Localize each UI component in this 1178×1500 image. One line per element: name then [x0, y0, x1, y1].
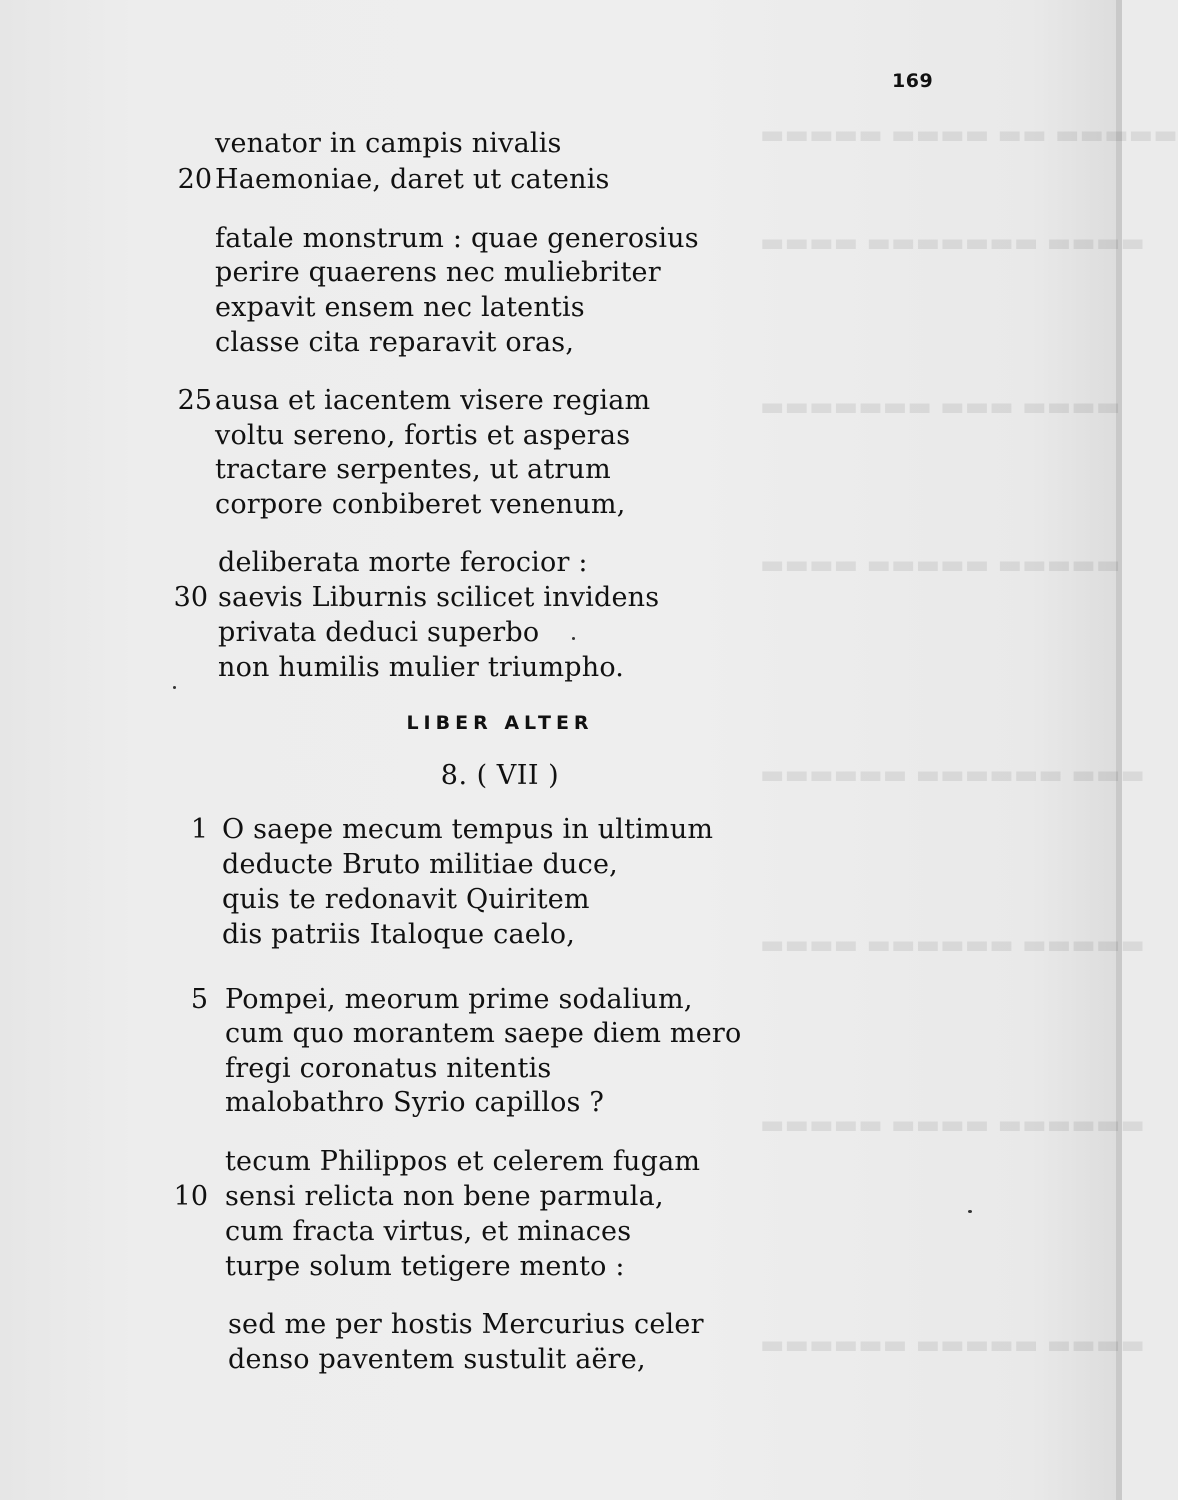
poem-number: 8. ( VII ) [440, 760, 560, 791]
line-number: 20 [177, 164, 212, 195]
line-number: 25 [177, 385, 212, 416]
verse-line: dis patriis Italoque caelo, [222, 919, 576, 950]
verse-line: expavit ensem nec latentis [215, 292, 585, 323]
show-through-text: ▬▬▬▬▬ ▬▬ ▬▬▬▬ ▬▬▬▬▬ [760, 120, 1178, 150]
show-through-text: ▬▬▬▬▬ ▬▬▬▬▬ ▬▬▬▬ [760, 550, 1121, 580]
line-number: 30 [173, 582, 208, 613]
show-through-text: ▬▬▬▬ ▬▬▬ ▬▬▬▬▬▬▬ [760, 392, 1121, 422]
verse-line: quis te redonavit Quiritem [222, 884, 590, 915]
verse-line: privata deduci superbo [218, 617, 540, 648]
verse-line: Haemoniae, daret ut catenis [215, 164, 610, 195]
section-heading: LIBER ALTER [406, 712, 594, 734]
verse-line: ausa et iacentem visere regiam [215, 385, 651, 416]
verse-line: classe cita reparavit oras, [215, 327, 575, 358]
verse-line: cum quo morantem saepe diem mero [225, 1018, 742, 1049]
show-through-text: ▬▬▬▬▬ ▬▬▬▬▬▬ ▬▬▬▬ [760, 930, 1146, 960]
page-edge [1116, 0, 1122, 1500]
verse-line: malobathro Syrio capillos ? [225, 1087, 605, 1118]
verse-line: sensi relicta non bene parmula, [225, 1181, 664, 1212]
verse-line: non humilis mulier triumpho. [218, 652, 625, 683]
scan-speck [968, 1210, 972, 1213]
line-number: 5 [190, 984, 208, 1015]
verse-line: O saepe mecum tempus in ultimum [222, 814, 714, 845]
verse-line: saevis Liburnis scilicet invidens [218, 582, 660, 613]
line-number: 1 [190, 814, 208, 845]
scan-speck [173, 686, 176, 689]
verse-line: turpe solum tetigere mento : [225, 1251, 625, 1282]
verse-line: venator in campis nivalis [215, 128, 562, 159]
verse-line: fatale monstrum : quae generosius [215, 223, 699, 254]
verse-line: sed me per hostis Mercurius celer [228, 1309, 704, 1340]
verse-line: corpore conbiberet venenum, [215, 489, 626, 520]
verse-line: Pompei, meorum prime sodalium, [225, 984, 693, 1015]
show-through-text: ▬▬▬ ▬▬▬▬▬▬ ▬▬▬▬▬▬ [760, 760, 1146, 790]
show-through-text: ▬▬▬▬ ▬▬▬▬▬ ▬▬▬▬▬▬ [760, 1330, 1146, 1360]
show-through-text: ▬▬▬▬ ▬▬▬▬▬▬▬ ▬▬▬▬ [760, 228, 1146, 258]
verse-line: fregi coronatus nitentis [225, 1053, 552, 1084]
verse-line: deducte Bruto militiae duce, [222, 849, 618, 880]
verse-line: deliberata morte ferocior : [218, 547, 588, 578]
line-number: 10 [173, 1181, 208, 1212]
verse-line: cum fracta virtus, et minaces [225, 1216, 632, 1247]
verse-line: denso paventem sustulit aëre, [228, 1344, 646, 1375]
verse-line: voltu sereno, fortis et asperas [215, 420, 631, 451]
verse-line: tecum Philippos et celerem fugam [225, 1146, 701, 1177]
show-through-text: ▬▬▬▬▬▬ ▬▬▬▬ ▬▬▬▬▬ [760, 1110, 1146, 1140]
page-number: 169 [892, 70, 934, 92]
verse-line: tractare serpentes, ut atrum [215, 454, 611, 485]
verse-line: perire quaerens nec muliebriter [215, 257, 661, 288]
scan-speck [572, 637, 575, 640]
